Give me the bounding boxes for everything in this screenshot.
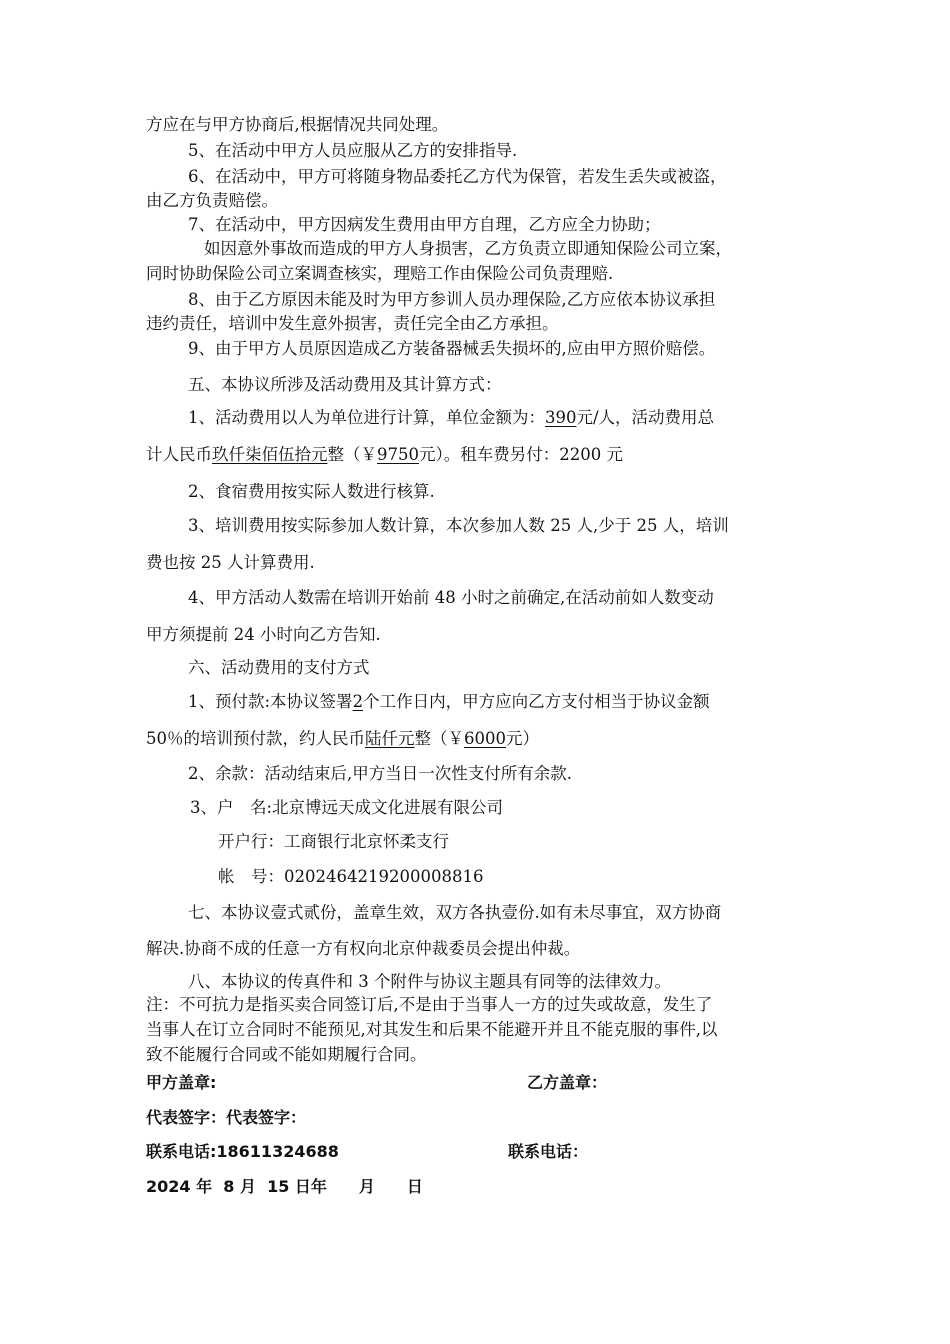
note-line2: 当事人在订立合同时不能预见,对其发生和后果不能避开并且不能克服的事件,以 [146, 1020, 718, 1039]
prepay-amount: 6000 [464, 729, 506, 748]
balance-payment: 2、余款：活动结束后,甲方当日一次性支付所有余款. [188, 764, 572, 783]
prepay-in-words: 陆仟元 [365, 729, 415, 748]
fee-line-1 [188, 406, 858, 430]
prepay-text: 元） [506, 729, 539, 748]
clause-8-line1: 8、由于乙方原因未能及时为甲方参训人员办理保险,乙方应依本协议承担 [188, 290, 716, 309]
clause-7-line2: 如因意外事故而造成的甲方人身损害，乙方负责立即通知保险公司立案， [204, 239, 732, 258]
fee-item-4-line1: 4、甲方活动人数需在培训开始前 48 小时之前确定,在活动前如人数变动 [188, 588, 714, 607]
fee-item-3-line2: 费也按 25 人计算费用. [146, 553, 315, 572]
account-name: 3、户 名:北京博远天成文化进展有限公司 [190, 798, 504, 817]
fee-item-3-line1: 3、培训费用按实际参加人数计算，本次参加人数 25 人,少于 25 人，培训 [188, 516, 729, 535]
fee-text: 计人民币 [146, 445, 212, 464]
total-in-words: 玖仟柒佰伍拾元 [212, 445, 328, 464]
working-days: 2 [352, 692, 364, 711]
clause-5: 5、在活动中甲方人员应服从乙方的安排指导. [188, 141, 518, 160]
account-number: 帐 号：0202464219200008816 [218, 867, 484, 886]
section-7-line1: 七、本协议壹式贰份，盖章生效，双方各执壹份.如有未尽事宜，双方协商 [188, 903, 722, 922]
party-b-phone: 联系电话： [508, 1142, 589, 1161]
total-amount: 9750 [377, 445, 419, 464]
fee-item-4-line2: 甲方须提前 24 小时向乙方告知. [146, 625, 381, 644]
clause-9: 9、由于甲方人员原因造成乙方装备器械丢失损坏的,应由甲方照价赔偿。 [188, 339, 716, 358]
fee-text: 元）。租车费另付：2200 元 [419, 445, 623, 464]
note-line1: 注：不可抗力是指买卖合同签订后,不是由于当事人一方的过失或故意，发生了 [146, 995, 713, 1014]
prepay-text: 1、预付款:本协议签署 [188, 692, 353, 711]
fee-text: 元/人，活动费用总 [576, 408, 715, 427]
party-b-seal: 乙方盖章： [527, 1073, 608, 1092]
signing-date: 2024 年 8 月 15 日年 月 日 [146, 1177, 423, 1196]
section-5-heading: 五、本协议所涉及活动费用及其计算方式： [188, 375, 502, 394]
party-a-seal: 甲方盖章: [146, 1073, 217, 1092]
section-8: 八、本协议的传真件和 3 个附件与协议主题具有同等的法律效力。 [188, 972, 671, 991]
bank-name: 开户行：工商银行北京怀柔支行 [218, 832, 449, 851]
fee-text: 整（￥ [327, 445, 377, 464]
note-line3: 致不能履行合同或不能如期履行合同。 [146, 1045, 427, 1064]
prepay-text: 整（￥ [414, 729, 464, 748]
representative-signature: 代表签字：代表签字： [146, 1108, 307, 1127]
prepay-line-1 [188, 690, 858, 714]
prepay-line-2 [146, 727, 816, 751]
prepay-text: 个工作日内，甲方应向乙方支付相当于协议金额 [363, 692, 710, 711]
unit-amount: 390 [545, 408, 577, 427]
party-a-phone: 联系电话:18611324688 [146, 1142, 339, 1161]
fee-item-2: 2、食宿费用按实际人数进行核算. [188, 482, 435, 501]
clause-6-line1: 6、在活动中，甲方可将随身物品委托乙方代为保管，若发生丢失或被盗， [188, 167, 727, 186]
clause-7-line1: 7、在活动中，甲方因病发生费用由甲方自理，乙方应全力协助； [188, 215, 661, 234]
clause-7-line3: 同时协助保险公司立案调查核实，理赔工作由保险公司负责理赔. [146, 264, 614, 283]
clause-6-line2: 由乙方负责赔偿。 [146, 191, 278, 210]
fee-text: 1、活动费用以人为单位进行计算，单位金额为： [188, 408, 545, 427]
prepay-text: 50％的培训预付款，约人民币 [146, 729, 365, 748]
section-7-line2: 解决.协商不成的任意一方有权向北京仲裁委员会提出仲裁。 [146, 939, 581, 958]
clause-8-line2: 违约责任，培训中发生意外损害，责任完全由乙方承担。 [146, 314, 559, 333]
clause-continuation: 方应在与甲方协商后,根据情况共同处理。 [146, 115, 449, 134]
section-6-heading: 六、活动费用的支付方式 [188, 658, 370, 677]
fee-line-2 [146, 443, 816, 467]
